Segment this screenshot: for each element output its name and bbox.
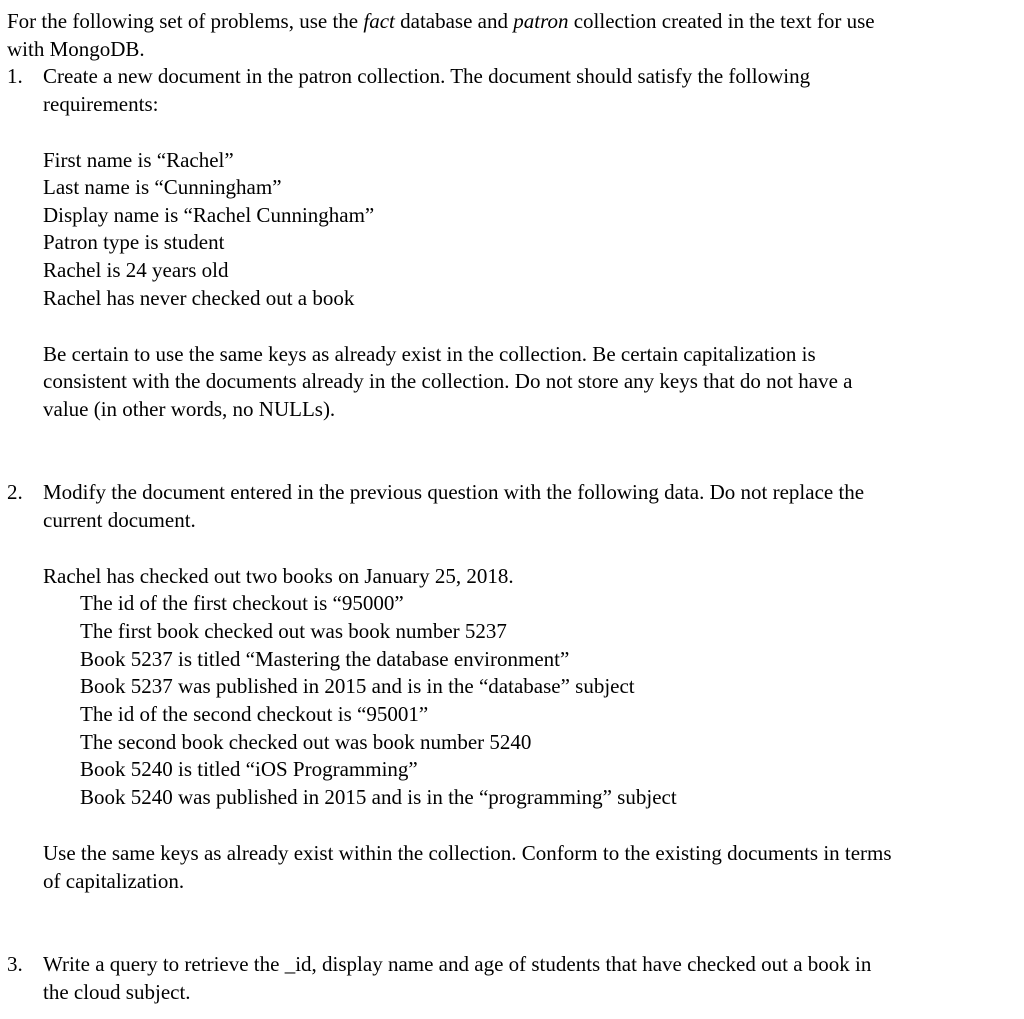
- q2-detail: Book 5240 was published in 2015 and is in the “programming” subject: [80, 785, 677, 809]
- intro-patron-word: patron: [513, 9, 569, 33]
- q2-number: 2.: [7, 480, 23, 504]
- q3-line-1: Write a query to retrieve the _id, display name and age of students that have checked out a book in: [43, 952, 872, 976]
- q2-detail: Book 5240 is titled “iOS Programming”: [80, 757, 418, 781]
- intro-text-b: database and: [394, 9, 514, 33]
- q3-number: 3.: [7, 952, 23, 976]
- q2-detail: The first book checked out was book number 5237: [80, 619, 507, 643]
- q2-detail: The id of the first checkout is “95000”: [80, 591, 404, 615]
- q1-requirement: Rachel has never checked out a book: [43, 286, 355, 310]
- q1-note-line: value (in other words, no NULLs).: [43, 397, 336, 421]
- q2-line-2: current document.: [43, 508, 196, 532]
- intro-fact-word: fact: [363, 9, 395, 33]
- q2-detail: Book 5237 was published in 2015 and is in the “database” subject: [80, 674, 635, 698]
- q1-number: 1.: [7, 64, 23, 88]
- q1-requirement: First name is “Rachel”: [43, 148, 234, 172]
- intro-text-a: For the following set of problems, use the: [7, 9, 364, 33]
- q2-detail: Book 5237 is titled “Mastering the database environment”: [80, 647, 570, 671]
- q2-note-line: Use the same keys as already exist within the collection. Conform to the existing documents in terms: [43, 841, 892, 865]
- intro-line-1: [7, 7, 875, 35]
- intro-text-c: collection created in the text for use: [568, 9, 875, 33]
- q1-requirement: Display name is “Rachel Cunningham”: [43, 203, 375, 227]
- intro-line-2: with MongoDB.: [7, 37, 145, 61]
- q1-requirement: Patron type is student: [43, 230, 225, 254]
- q2-checkout-intro: Rachel has checked out two books on January 25, 2018.: [43, 564, 514, 588]
- q1-line-1: Create a new document in the patron collection. The document should satisfy the following: [43, 64, 811, 88]
- q1-requirement: Last name is “Cunningham”: [43, 175, 282, 199]
- q1-note-line: consistent with the documents already in the collection. Do not store any keys that do not have a: [43, 369, 853, 393]
- q1-note-line: Be certain to use the same keys as already exist in the collection. Be certain capitalization is: [43, 342, 816, 366]
- q3-line-2: the cloud subject.: [43, 980, 191, 1004]
- q2-note-line: of capitalization.: [43, 869, 185, 893]
- q2-line-1: Modify the document entered in the previous question with the following data. Do not replace the: [43, 480, 865, 504]
- q1-line-2: requirements:: [43, 92, 159, 116]
- q2-detail: The second book checked out was book number 5240: [80, 730, 532, 754]
- q2-detail: The id of the second checkout is “95001”: [80, 702, 429, 726]
- q1-requirement: Rachel is 24 years old: [43, 258, 229, 282]
